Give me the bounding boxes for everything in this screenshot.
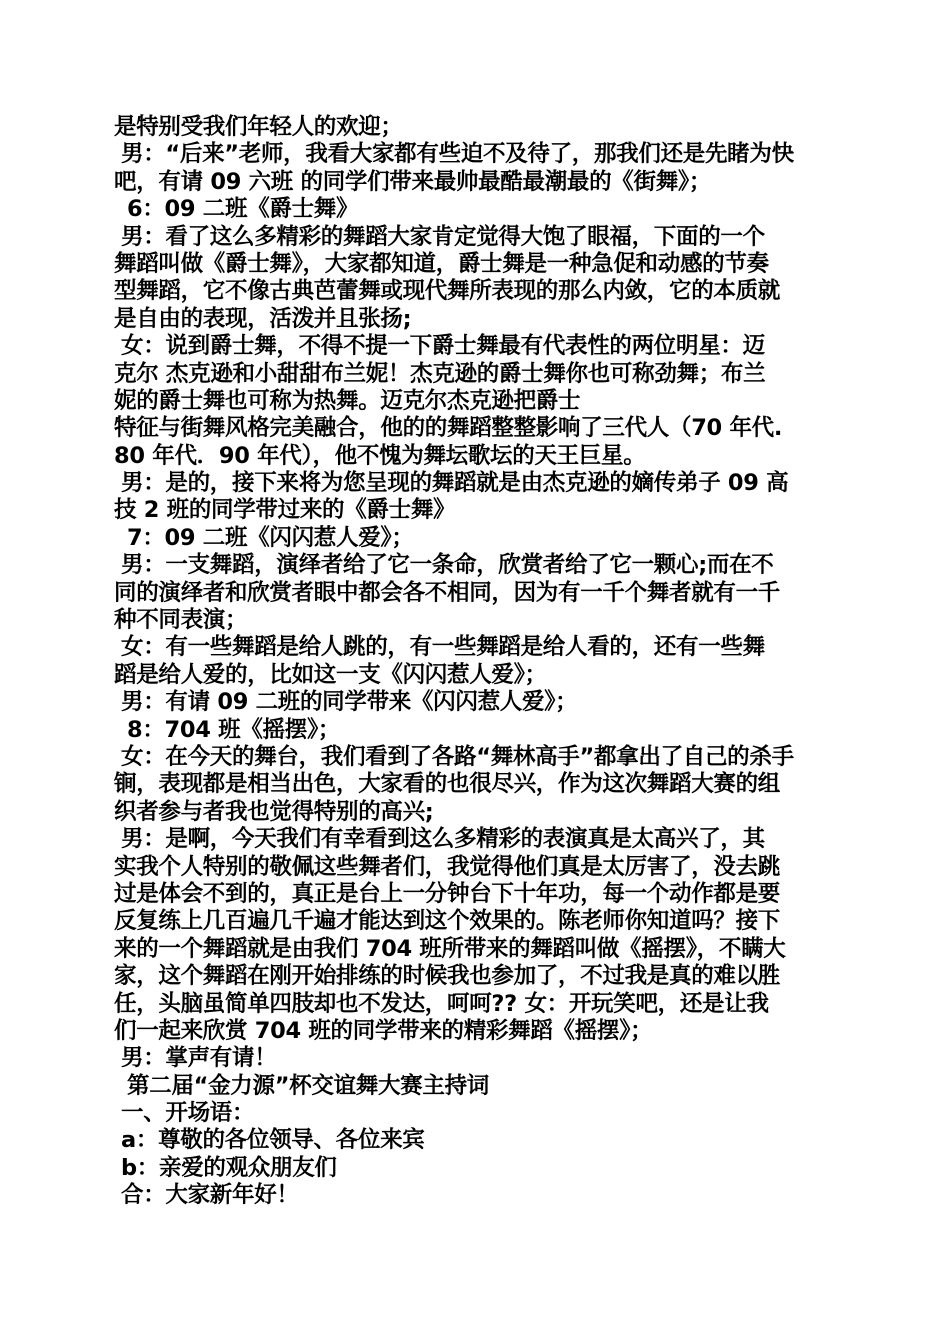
text-line: 妮的爵士舞也可称为热舞。迈克尔杰克逊把爵士 (114, 387, 581, 414)
text-line: 男：是啊，今天我们有幸看到这么多精彩的表演真是太高兴了，其 (121, 826, 765, 853)
text-line: 80 年代．90 年代），他不愧为舞坛歌坛的天王巨星。 (114, 442, 646, 469)
text-line: 种不同表演； (114, 607, 248, 634)
text-line: 蹈是给人爱的，比如这一支《闪闪惹人爱》； (114, 661, 547, 688)
document-body (114, 114, 838, 1210)
text-line: 织者参与者我也觉得特别的高兴; (114, 798, 434, 825)
text-line: 来的一个舞蹈就是由我们 704 班所带来的舞蹈叫做《摇摆》，不瞒大 (114, 935, 786, 962)
text-line: 实我个人特别的敬佩这些舞者们，我觉得他们真是太厉害了，没去跳 (114, 853, 781, 880)
text-line: 6：09 二班《爵士舞》 (127, 196, 359, 223)
text-line: 7：09 二班《闪闪惹人爱》； (127, 524, 414, 551)
text-line: 克尔 杰克逊和小甜甜布兰妮！杰克逊的爵士舞你也可称劲舞；布兰 (114, 360, 766, 387)
text-line: 技 2 班的同学带过来的《爵士舞》 (114, 497, 456, 524)
text-line: 吧，有请 09 六班 的同学们带来最帅最酷最潮最的《街舞》； (114, 168, 712, 195)
text-line: 男：是的，接下来将为您呈现的舞蹈就是由杰克逊的嫡传弟子 09 高 (121, 470, 789, 497)
text-line: 女：说到爵士舞，不得不提一下爵士舞最有代表性的两位明星：迈 (121, 333, 765, 360)
text-line: 女：在今天的舞台，我们看到了各路“舞林高手”都拿出了自己的杀手 (121, 743, 794, 770)
text-line: 反复练上几百遍几千遍才能达到这个效果的。陈老师你知道吗？接下 (114, 908, 781, 935)
text-line: 男：一支舞蹈，演绎者给了它一条命，欣赏者给了它一颗心;而在不 (121, 552, 774, 579)
text-line: 同的演绎者和欣赏者眼中都会各不相同，因为有一千个舞者就有一千 (114, 579, 781, 606)
text-line: 们一起来欣赏 704 班的同学带来的精彩舞蹈《摇摆》； (114, 1017, 653, 1044)
text-line: 任，头脑虽简单四肢却也不发达，呵呵?? 女：开玩笑吧，还是让我 (114, 990, 769, 1017)
text-line: 家，这个舞蹈在刚开始排练的时候我也参加了，不过我是真的难以胜 (114, 963, 781, 990)
text-line: 女：有一些舞蹈是给人跳的，有一些舞蹈是给人看的，还有一些舞 (121, 634, 765, 661)
text-line: 男：看了这么多精彩的舞蹈大家肯定觉得大饱了眼福，下面的一个 (121, 223, 765, 250)
text-line: 特征与街舞风格完美融合，他的的舞蹈整整影响了三代人（70 年代. (114, 415, 783, 442)
text-line: 过是体会不到的，真正是台上一分钟台下十年功，每一个动作都是要 (114, 880, 781, 907)
text-line: 是自由的表现，活泼并且张扬; (114, 305, 412, 332)
text-line: 锏，表现都是相当出色，大家看的也很尽兴，作为这次舞蹈大赛的组 (114, 771, 781, 798)
text-line: 男：掌声有请！ (121, 1045, 277, 1072)
text-line: 男：有请 09 二班的同学带来《闪闪惹人爱》； (121, 689, 578, 716)
text-line: 一、开场语： (121, 1100, 255, 1127)
text-line: a：尊敬的各位领导、各位来宾 (121, 1127, 425, 1154)
text-line: 8：704 班《摇摆》； (127, 716, 341, 743)
text-line: 合：大家新年好！ (121, 1182, 299, 1209)
text-line: 男：“后来”老师，我看大家都有些迫不及待了，那我们还是先睹为快 (121, 141, 794, 168)
text-line: 型舞蹈，它不像古典芭蕾舞或现代舞所表现的那么内敛，它的本质就 (114, 278, 781, 305)
text-line: 舞蹈叫做《爵士舞》，大家都知道，爵士舞是一种急促和动感的节奏 (114, 250, 769, 277)
text-line: 是特别受我们年轻人的欢迎； (114, 114, 403, 140)
text-line: b：亲爱的观众朋友们 (121, 1154, 337, 1181)
text-line: 第二届“金力源”杯交谊舞大赛主持词 (127, 1072, 489, 1099)
